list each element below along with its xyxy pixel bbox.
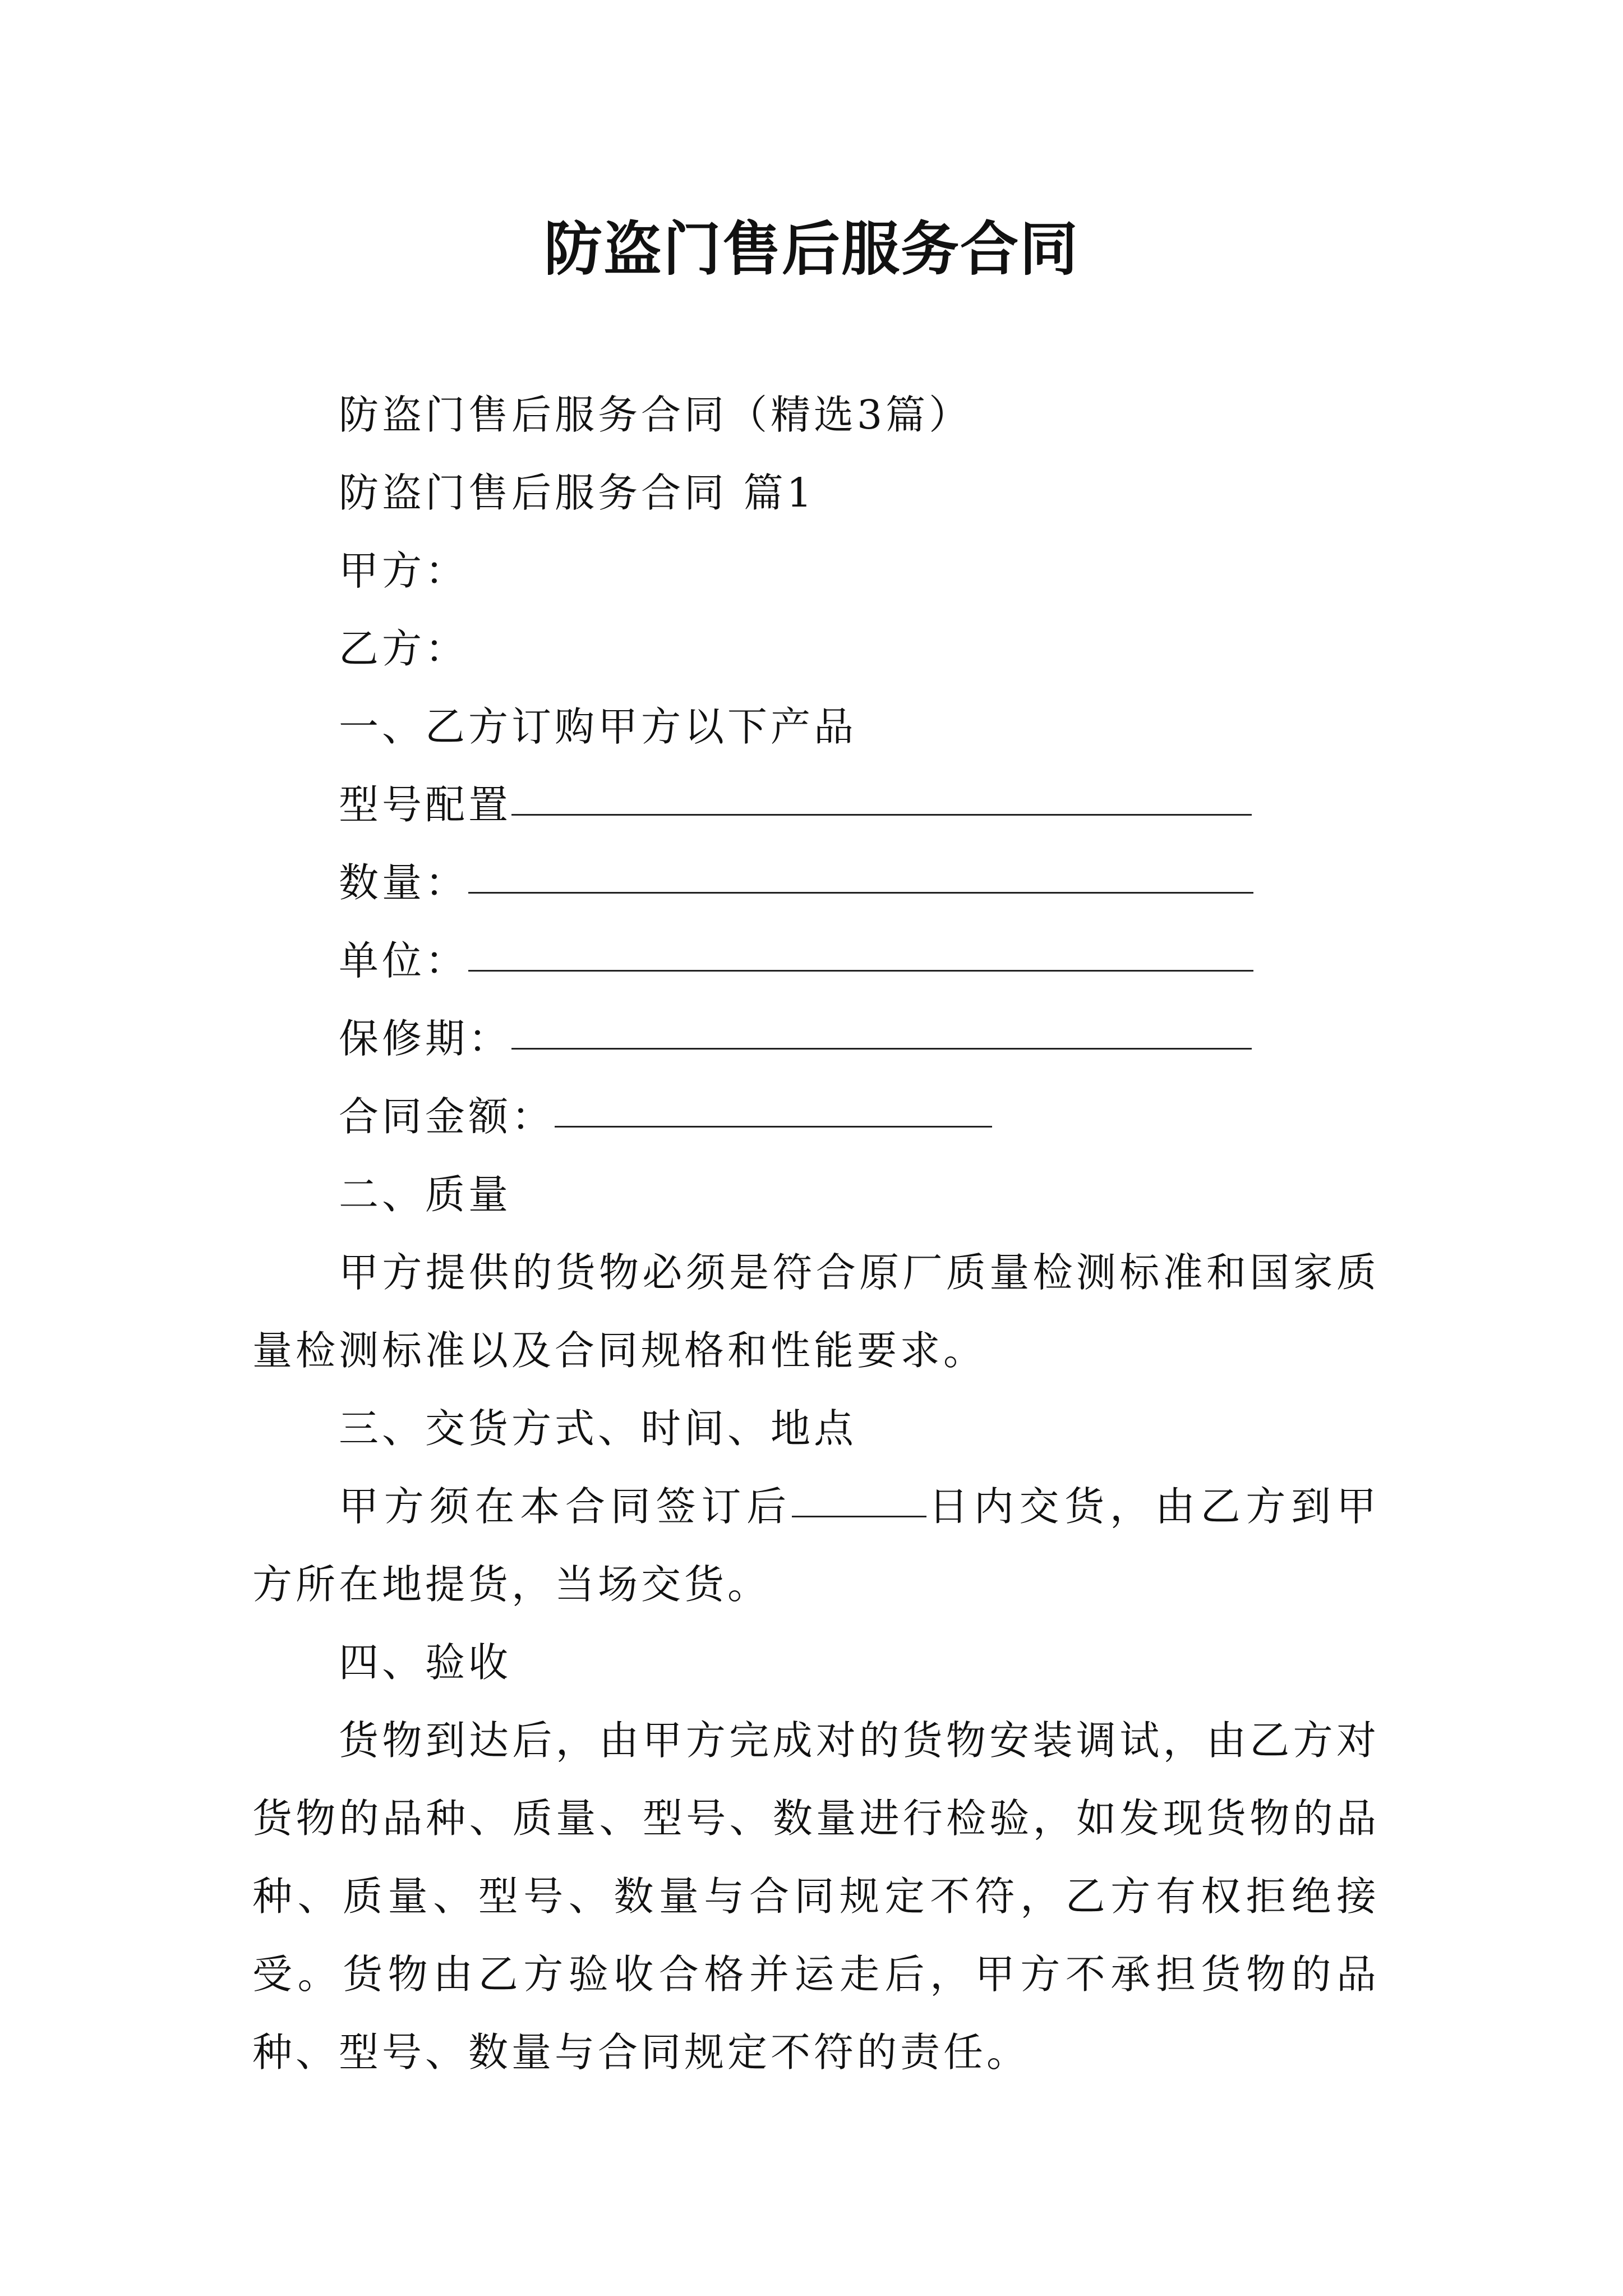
field-unit (252, 922, 1380, 1000)
fill-in-blank (468, 922, 1253, 972)
document-title: 防盗门售后服务合同 (543, 214, 1079, 283)
clause3-text-after: 日内交货，由乙方到甲方所在地提货，当场交货。 (252, 1483, 1380, 1608)
field-model-config (252, 766, 1380, 844)
field-quantity (252, 844, 1380, 922)
fill-in-blank (468, 844, 1253, 894)
clause3-text (252, 1467, 1380, 1623)
clause3-heading: 三、交货方式、时间、地点 (339, 1405, 857, 1452)
fill-in-blank (511, 766, 1252, 816)
document-body (252, 376, 1380, 2091)
subtitle: 防盗门售后服务合同（精选3篇） (339, 392, 972, 438)
party-b-label: 乙方： (339, 625, 469, 672)
fill-in-blank (792, 1467, 926, 1517)
clause3-text-before: 甲方须在本合同签订后 (339, 1483, 792, 1530)
clause2-heading: 二、质量 (339, 1171, 512, 1218)
fill-in-blank (511, 1000, 1252, 1050)
field-label: 保修期： (339, 1015, 512, 1062)
clause4-text: 货物到达后，由甲方完成对的货物安装调试，由乙方对货物的品种、质量、型号、数量进行检验，如发现货物的品种、质量、型号、数量与合同规定不符，乙方有权拒绝接受。货物由乙方验收合格并运走后，甲方不承担货物的品种、型号、数量与合同规定不符的责任。 (252, 1717, 1380, 2076)
clause2-text: 甲方提供的货物必须是符合原厂质量检测标准和国家质量检测标准以及合同规格和性能要求。 (252, 1249, 1380, 1374)
field-label: 合同金额： (339, 1093, 555, 1140)
field-label: 单位： (339, 937, 469, 984)
clause4-heading: 四、验收 (339, 1639, 512, 1686)
field-warranty (252, 1000, 1380, 1078)
clause1-heading: 一、乙方订购甲方以下产品 (339, 703, 857, 750)
party-a-label: 甲方： (339, 547, 469, 594)
field-label: 数量： (339, 859, 469, 906)
section-heading: 防盗门售后服务合同 篇1 (339, 470, 815, 516)
fill-in-blank (555, 1078, 992, 1128)
field-contract-amount (252, 1078, 1380, 1156)
field-label: 型号配置 (339, 781, 512, 828)
